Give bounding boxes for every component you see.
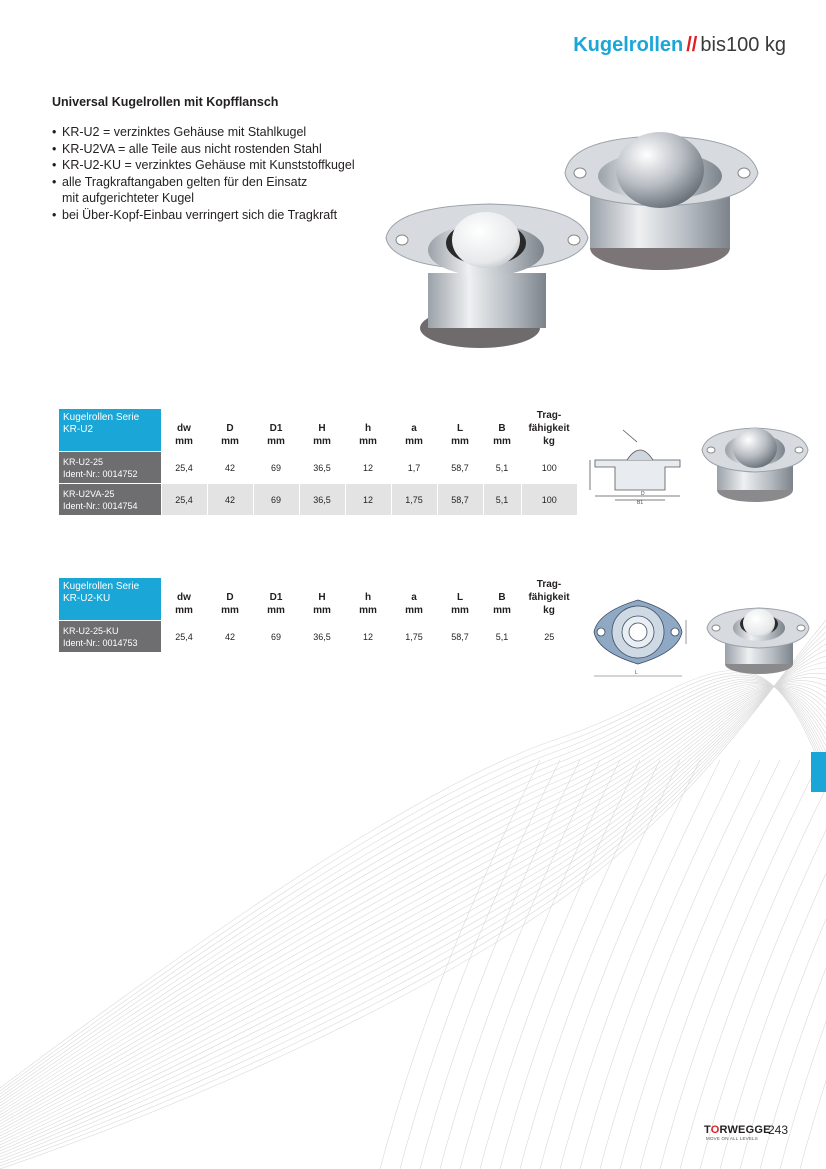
series-header: [59, 578, 161, 621]
series-code: KR-U2-KU: [63, 593, 111, 604]
cell-h-upper: 36,5: [299, 484, 345, 516]
wave-line: [0, 620, 826, 1169]
column-unit: mm: [359, 436, 377, 447]
technical-drawing-top: [588, 592, 700, 684]
column-unit: mm: [267, 605, 285, 616]
row-ident: Ident-Nr.: 0014754: [63, 500, 138, 511]
cell-b: 5,1: [483, 621, 521, 653]
wave-line: [640, 760, 800, 1169]
column-unit: kg: [543, 436, 555, 447]
series-title: Kugelrollen Serie: [63, 412, 140, 423]
wave-line: [680, 760, 826, 1169]
feature-item-continuation: mit aufgerichteter Kugel: [62, 191, 195, 205]
cell-h-lower: 12: [345, 621, 391, 653]
cell-dw: 25,4: [161, 452, 207, 484]
wave-line: [460, 760, 620, 1169]
row-header: [59, 621, 161, 653]
column-unit: mm: [493, 436, 511, 447]
wave-line: [780, 760, 826, 1169]
wave-line: [740, 760, 826, 1169]
column-name: L: [456, 423, 464, 434]
column-name: D1: [269, 592, 283, 603]
cell-h-upper: 36,5: [299, 452, 345, 484]
column-unit: mm: [405, 436, 423, 447]
column-header-a: [391, 409, 437, 452]
column-unit: mm: [313, 436, 331, 447]
cell-a: 1,7: [391, 452, 437, 484]
wave-line: [0, 626, 826, 1166]
cell-dw: 25,4: [161, 621, 207, 653]
column-header-load: [521, 578, 577, 621]
column-name: fähigkeit: [528, 592, 570, 603]
column-name: L: [456, 592, 464, 603]
wave-line: [520, 760, 680, 1169]
feature-item: • bei Über-Kopf-Einbau verringert sich die Tragkraft: [52, 207, 382, 224]
table-row: [59, 452, 577, 484]
cell-h-lower: 12: [345, 452, 391, 484]
wave-line: [440, 760, 600, 1169]
wave-line: [0, 685, 826, 1130]
column-header-b: [483, 409, 521, 452]
column-header-h-lower: [345, 409, 391, 452]
column-name: H: [318, 592, 326, 603]
cell-dw: 25,4: [161, 484, 207, 516]
cell-load: 100: [521, 452, 577, 484]
wave-line: [0, 668, 826, 1145]
wave-line: [0, 662, 826, 1148]
column-name: dw: [177, 423, 191, 434]
column-header-load: [521, 409, 577, 452]
cell-h-lower: 12: [345, 484, 391, 516]
feature-list: [52, 124, 382, 223]
cell-d: 42: [207, 452, 253, 484]
brand-tagline: MOVE ON ALL LEVELS: [706, 1136, 758, 1141]
feature-item: • KR-U2-KU = verzinktes Gehäuse mit Kunststoffkugel: [52, 157, 382, 174]
wave-line: [540, 760, 700, 1169]
column-unit: kg: [543, 605, 555, 616]
row-header: [59, 484, 161, 516]
page-number: 243: [768, 1123, 789, 1137]
wave-line: [0, 682, 826, 1106]
wave-line: [0, 679, 826, 1100]
column-unit: mm: [359, 605, 377, 616]
drawing-label-d: D: [641, 491, 645, 497]
column-name: a: [411, 592, 417, 603]
row-ident: Ident-Nr.: 0014753: [63, 637, 138, 648]
wave-line: [620, 760, 780, 1169]
column-name: a: [411, 423, 417, 434]
wave-line: [0, 644, 826, 1157]
wave-line: [0, 681, 826, 1103]
wave-line: [600, 760, 760, 1169]
column-header-dw: [161, 578, 207, 621]
column-name: D1: [269, 423, 283, 434]
column-top: Trag-: [536, 410, 562, 421]
cell-d: 42: [207, 484, 253, 516]
wave-line: [0, 681, 826, 1136]
column-unit: mm: [451, 436, 469, 447]
column-name: D: [226, 423, 234, 434]
row-header: [59, 452, 161, 484]
cell-a: 1,75: [391, 484, 437, 516]
ball-transfer-unit-steel: [565, 132, 758, 270]
wave-line: [0, 670, 826, 1088]
chapter-tab: [811, 752, 826, 792]
column-name: dw: [177, 592, 191, 603]
product-photo-small-plastic: [703, 598, 811, 678]
cell-d: 42: [207, 621, 253, 653]
column-name: H: [318, 423, 326, 434]
product-photo: [380, 118, 780, 358]
wave-line: [0, 632, 826, 1163]
column-name: h: [364, 423, 372, 434]
feature-item: • alle Tragkraftangaben gelten für den Einsatz: [52, 174, 382, 191]
column-unit: mm: [405, 605, 423, 616]
cell-d1: 69: [253, 452, 299, 484]
cell-a: 1,75: [391, 621, 437, 653]
wave-line: [0, 685, 826, 1112]
header-separator: //: [686, 34, 698, 56]
page-header-title: [573, 34, 786, 57]
logo-text: RWEGGE: [719, 1124, 771, 1136]
logo-o-mark: O: [710, 1124, 720, 1136]
wave-line: [500, 760, 660, 1169]
wave-line: [0, 677, 826, 1139]
column-top: Trag-: [536, 579, 562, 590]
drawing-label-l: L: [635, 670, 638, 676]
row-ident: Ident-Nr.: 0014752: [63, 468, 138, 479]
logo-text: T: [704, 1124, 711, 1136]
column-header-a: [391, 578, 437, 621]
row-code: KR-U2-25-KU: [63, 625, 119, 636]
cell-l: 58,7: [437, 621, 483, 653]
row-code: KR-U2-25: [63, 456, 104, 467]
table-row: [59, 484, 577, 516]
column-unit: mm: [175, 605, 193, 616]
wave-line: [0, 686, 826, 1115]
column-unit: mm: [451, 605, 469, 616]
series-code: KR-U2: [63, 424, 94, 435]
series-title: Kugelrollen Serie: [63, 581, 140, 592]
column-header-h-upper: [299, 409, 345, 452]
column-header-h-lower: [345, 578, 391, 621]
section-title: Universal Kugelrollen mit Kopfflansch: [52, 95, 279, 109]
cell-l: 58,7: [437, 452, 483, 484]
cell-load: 100: [521, 484, 577, 516]
cell-b: 5,1: [483, 452, 521, 484]
column-unit: mm: [493, 605, 511, 616]
column-header-d1: [253, 409, 299, 452]
feature-item: • KR-U2VA = alle Teile aus nicht rostenden Stahl: [52, 141, 382, 158]
column-header-h-upper: [299, 578, 345, 621]
column-unit: mm: [313, 605, 331, 616]
cell-h-upper: 36,5: [299, 621, 345, 653]
column-header-dw: [161, 409, 207, 452]
column-unit: mm: [221, 436, 239, 447]
table-row: [59, 621, 577, 653]
header-title-bold: Kugelrollen: [573, 34, 684, 56]
technical-drawing-side: [585, 420, 695, 505]
column-name: D: [226, 592, 234, 603]
header-title-light: bis100 kg: [700, 34, 786, 56]
ball-transfer-unit-plastic: [386, 204, 588, 348]
cell-l: 58,7: [437, 484, 483, 516]
column-name: B: [498, 592, 506, 603]
column-header-b: [483, 578, 521, 621]
wave-line: [0, 683, 826, 1133]
column-header-d: [207, 578, 253, 621]
series-header: [59, 409, 161, 452]
spec-table-kr-u2-ku: [59, 578, 577, 652]
wave-line: [660, 760, 820, 1169]
column-name: fähigkeit: [528, 423, 570, 434]
column-header-d1: [253, 578, 299, 621]
wave-line: [380, 760, 540, 1169]
cell-load: 25: [521, 621, 577, 653]
drawing-label-b1: B1: [637, 500, 644, 505]
wave-line: [580, 760, 740, 1169]
column-name: h: [364, 592, 372, 603]
column-unit: mm: [175, 436, 193, 447]
wave-line: [0, 684, 826, 1109]
row-code: KR-U2VA-25: [63, 488, 115, 499]
column-unit: mm: [267, 436, 285, 447]
feature-item: • KR-U2 = verzinktes Gehäuse mit Stahlkugel: [52, 124, 382, 141]
cell-b: 5,1: [483, 484, 521, 516]
column-unit: mm: [221, 605, 239, 616]
product-photo-small-steel: [700, 418, 810, 508]
column-header-l: [437, 578, 483, 621]
cell-d1: 69: [253, 621, 299, 653]
wave-line: [800, 760, 826, 1169]
cell-d1: 69: [253, 484, 299, 516]
brand-logo: [704, 1124, 771, 1136]
column-name: B: [498, 423, 506, 434]
column-header-l: [437, 409, 483, 452]
spec-table-kr-u2: [59, 409, 577, 515]
column-header-d: [207, 409, 253, 452]
wave-line: [480, 760, 640, 1169]
